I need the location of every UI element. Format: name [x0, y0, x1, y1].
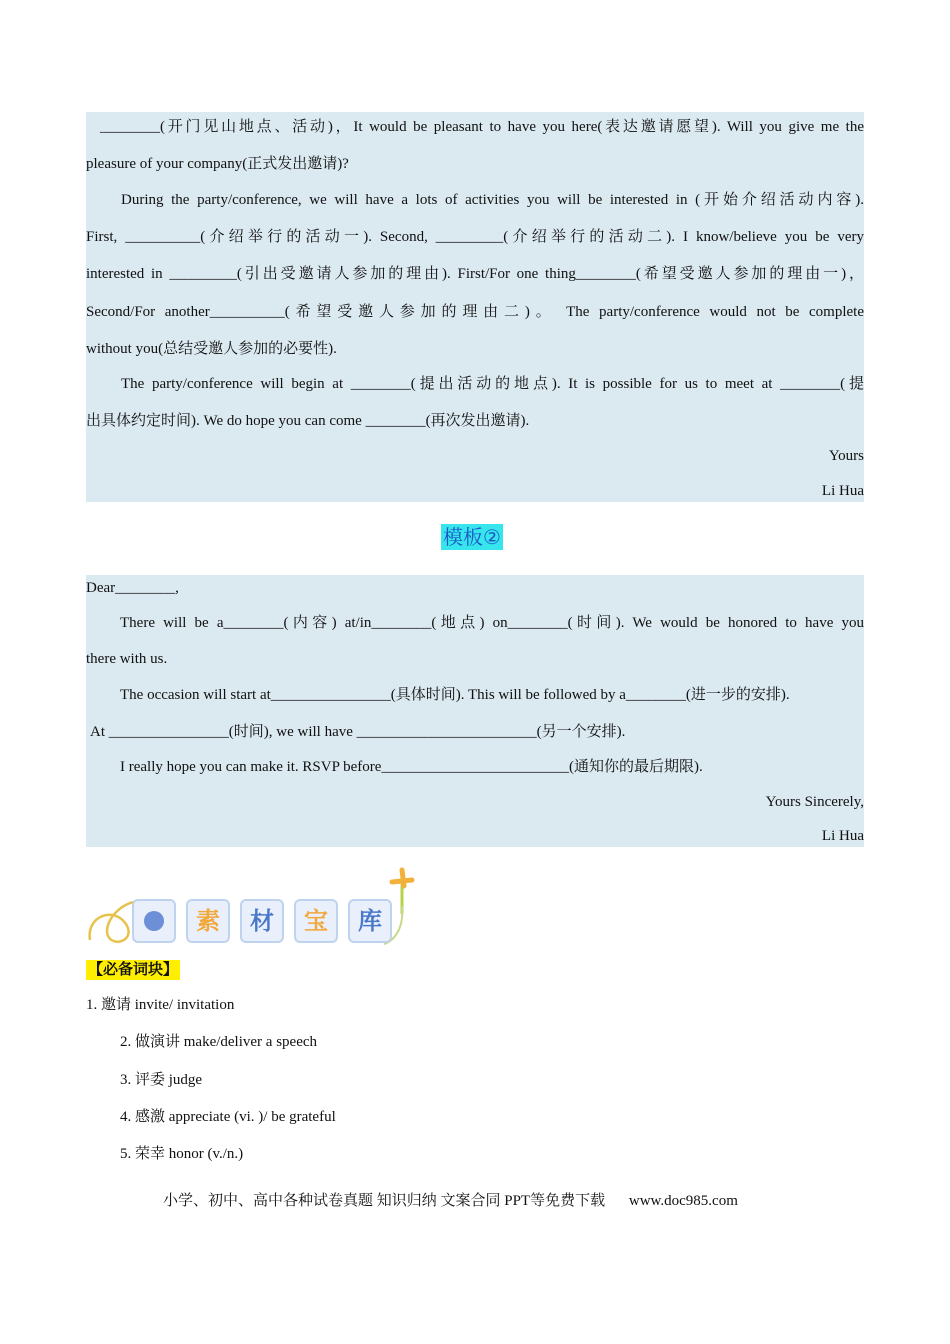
template1-line: pleasure of your company(正式发出邀请)?	[86, 156, 349, 172]
vocab-item: 1. 邀请 invite/ invitation	[86, 997, 235, 1013]
template1-line: During the party/conference, we will have a lots of activities you will be interested in (开始介绍活动内容).	[121, 192, 864, 208]
template2-line: I really hope you can make it. RSVP before_________________________(通知你的最后期限).	[120, 759, 703, 775]
template1-line: 出具体约定时间). We do hope you can come ________(再次发出邀请).	[86, 413, 530, 429]
banner-tile: 素	[186, 899, 230, 943]
vocab-item: 3. 评委 judge	[120, 1072, 203, 1088]
template2-signature: Li Hua	[821, 828, 864, 844]
template2-heading: 模板②	[443, 525, 501, 549]
template2-greeting: Dear________,	[86, 580, 179, 596]
footer-text: 小学、初中、高中各种试卷真题 知识归纳 文案合同 PPT等免费下载	[163, 1193, 606, 1209]
template1-line: Second/For another__________(希望受邀人参加的理由二)。 The party/conference would not be complete	[86, 304, 864, 320]
page-footer	[163, 1191, 738, 1211]
vocab-item: 4. 感激 appreciate (vi. )/ be grateful	[120, 1109, 336, 1125]
vocab-item: 2. 做演讲 make/deliver a speech	[120, 1034, 318, 1050]
banner-tile: 材	[240, 899, 284, 943]
template2-line: there with us.	[86, 651, 168, 667]
template1-line: First, __________(介绍举行的活动一). Second, _________(介绍举行的活动二). I know/believe you be very	[86, 229, 864, 245]
template2-line: The occasion will start at________________(具体时间). This will be followed by a________(进一步的安排).	[120, 687, 790, 703]
footer-url[interactable]: www.doc985.com	[628, 1193, 738, 1209]
template1-closing: Yours	[828, 448, 864, 464]
template1-line: without you(总结受邀人参加的必要性).	[86, 341, 337, 357]
banner-tile: 宝	[294, 899, 338, 943]
template2-line: At ________________(时间), we will have ________________________(另一个安排).	[90, 724, 626, 740]
template2-line: There will be a________(内容) at/in________(地点) on________(时间). We would be honored to have you	[120, 615, 864, 631]
banner-tile: 库	[348, 899, 392, 943]
template1-line: ________(开门见山地点、活动)，It would be pleasant to have you here(表达邀请愿望). Will you give me the	[100, 119, 864, 135]
template1-line: The party/conference will begin at ________(提出活动的地点). It is possible for us to meet at ________(提	[121, 376, 864, 392]
circle-icon	[144, 911, 164, 931]
vocab-item: 5. 荣幸 honor (v./n.)	[120, 1146, 244, 1162]
banner-circle-tile	[132, 899, 176, 943]
vocab-tag: 【必备词块】	[88, 962, 179, 978]
template1-signature: Li Hua	[821, 483, 864, 499]
template2-closing: Yours Sincerely,	[765, 794, 864, 810]
template1-line: interested in _________(引出受邀请人参加的理由). First/For one thing________(希望受邀人参加的理由一)，	[86, 266, 864, 282]
